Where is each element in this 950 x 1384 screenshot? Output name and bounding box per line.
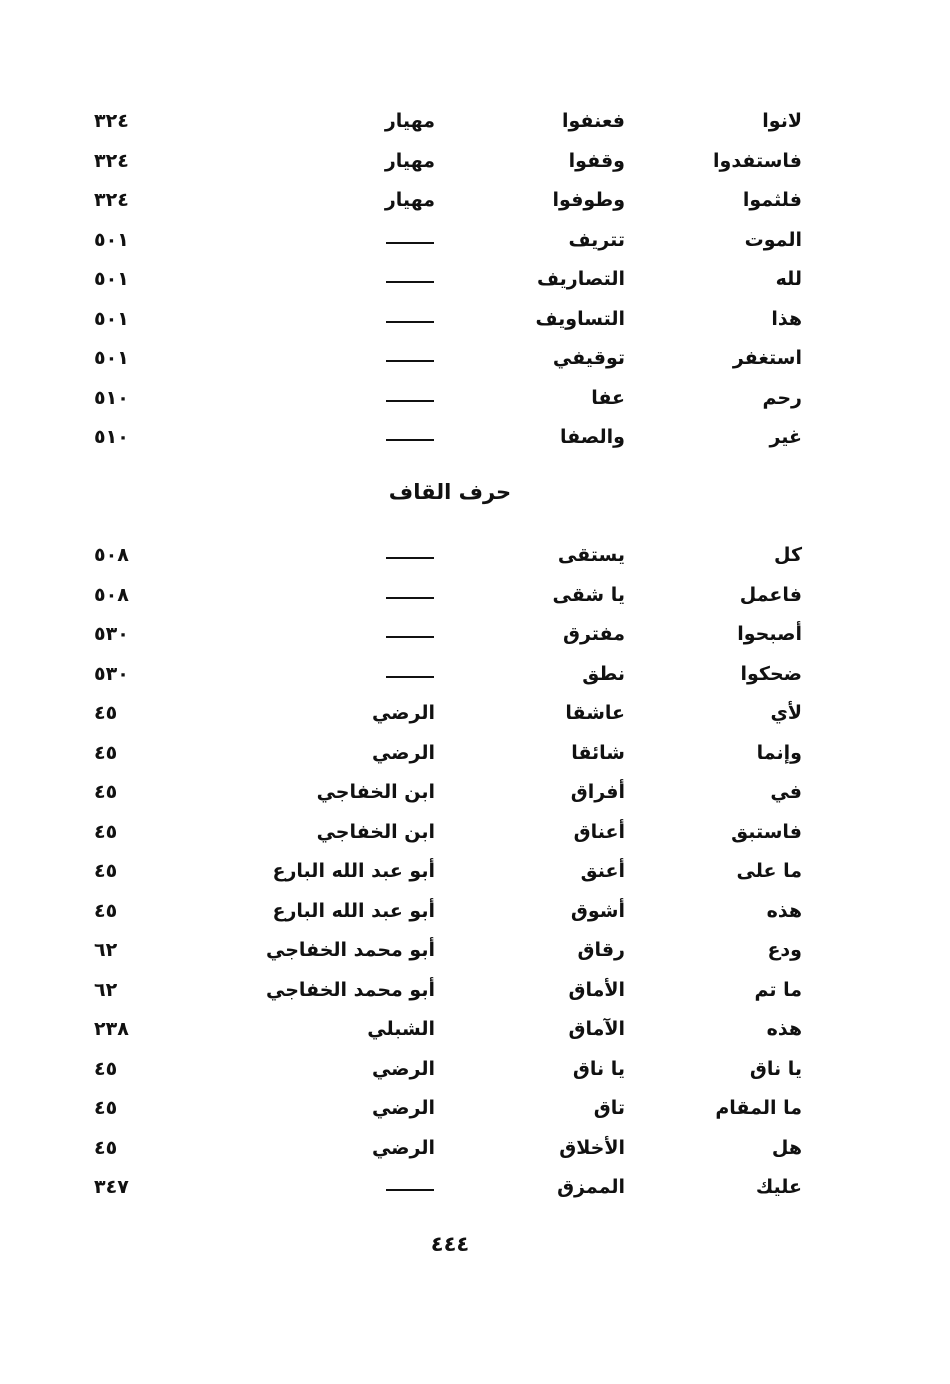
rhyme-word: يستقى [557,544,625,566]
poet-name: أبو محمد الخفاجي [265,939,435,961]
rhyme-word: الأخلاق [559,1136,625,1159]
index-row [0,378,950,418]
index-row [0,851,950,891]
page-reference: ٤٥ [94,781,118,803]
poet-name: الرضي [371,1136,435,1159]
verse-first-word: ما المقام [715,1097,802,1119]
index-row [0,1049,950,1089]
section-heading-qaf: حرف القاف [388,480,512,504]
no-poet-dash [386,242,434,244]
poet-name: مهيار [384,110,435,132]
poet-name: الرضي [371,702,435,724]
verse-first-word: لانوا [762,110,802,132]
rhyme-word: يا شقى [552,583,625,606]
poet-name: الرضي [371,741,435,764]
rhyme-word: توقيفي [552,347,625,369]
poet-name: أبو عبد الله البارع [272,860,435,882]
verse-first-word: لأي [770,702,802,724]
verse-first-word: هذه [766,899,802,922]
index-row [0,693,950,733]
no-poet-dash [386,676,434,678]
page-reference: ٦٢ [94,978,118,1001]
index-row [0,733,950,773]
page-reference: ٥١٠ [94,386,129,409]
rhyme-word: مفترق [562,623,625,645]
index-row [0,535,950,575]
rhyme-word: وقفوا [568,149,625,172]
page-reference: ٥٣٠ [94,623,129,645]
rhyme-word: تاق [593,1097,625,1119]
poet-name: مهيار [384,189,435,211]
verse-first-word: هل [771,1136,802,1159]
verse-first-word: فاستفدوا [713,149,802,172]
index-row [0,930,950,970]
page-reference: ٥٠١ [94,307,129,330]
no-poet-dash [386,557,434,559]
index-row [0,338,950,378]
poet-name: الرضي [371,1057,435,1080]
no-poet-dash [386,360,434,362]
verse-first-word: هذه [766,1018,802,1040]
page-reference: ٤٥ [94,702,118,724]
rhyme-word: شائقا [571,741,625,764]
rhyme-word: التساويف [535,307,625,330]
page-reference: ٣٢٤ [94,110,129,132]
verse-first-word: كل [773,544,802,566]
verse-first-word: غير [769,426,802,448]
rhyme-word: أعنق [580,860,625,882]
index-row [0,812,950,852]
index-row [0,1167,950,1207]
index-row [0,654,950,694]
verse-first-word: هذا [771,307,802,330]
verse-first-word: أصبحوا [737,623,802,645]
page-reference: ٤٥ [94,1057,118,1080]
rhyme-word: التصاريف [537,268,625,290]
index-row [0,1009,950,1049]
page-number: ٤٤٤ [430,1232,470,1256]
poet-name: أبو عبد الله البارع [272,899,435,922]
index-row [0,772,950,812]
rhyme-word: يا ناق [572,1057,625,1080]
index-row [0,299,950,339]
page-reference: ٤٥ [94,860,118,882]
page-reference: ٣٢٤ [94,189,129,211]
poet-name: الشبلي [367,1018,435,1040]
verse-first-word: استغفر [732,347,802,369]
index-row [0,220,950,260]
poet-name: ابن الخفاجي [316,781,435,803]
rhyme-word: عاشقا [565,702,625,724]
page-reference: ٥١٠ [94,426,129,448]
page-reference: ٥٠٨ [94,544,129,566]
verse-first-word: يا ناق [749,1057,802,1080]
poet-name: الرضي [371,1097,435,1119]
index-row [0,614,950,654]
rhyme-word: وطوفوا [552,189,625,211]
rhyme-word: نطق [582,662,625,685]
verse-first-word: ضحكوا [740,662,802,685]
page-reference: ٥٣٠ [94,662,129,685]
page-reference: ٣٢٤ [94,149,129,172]
rhyme-word: الآماق [568,1018,625,1040]
verse-first-word: ما على [736,860,802,882]
verse-first-word: عليك [755,1176,802,1198]
rhyme-word: عفا [591,386,625,409]
index-row [0,417,950,457]
rhyme-word: فعنفوا [561,110,625,132]
no-poet-dash [386,439,434,441]
verse-first-word: فلثموا [742,189,802,211]
page-reference: ٣٤٧ [94,1176,129,1198]
no-poet-dash [386,636,434,638]
verse-first-word: فاستبق [731,820,802,843]
index-row [0,970,950,1010]
rhyme-word: تتريف [568,228,625,251]
page-reference: ٦٢ [94,939,118,961]
no-poet-dash [386,400,434,402]
poet-name: مهيار [384,149,435,172]
index-row [0,180,950,220]
index-row [0,575,950,615]
rhyme-word: الممزق [557,1176,625,1198]
no-poet-dash [386,321,434,323]
index-row [0,101,950,141]
rhyme-word: الأماق [568,978,625,1001]
poet-name: أبو محمد الخفاجي [265,978,435,1001]
verse-first-word: ودع [767,939,802,961]
no-poet-dash [386,597,434,599]
page-reference: ٤٥ [94,820,118,843]
verse-first-word: لله [775,268,802,290]
page-reference: ٥٠١ [94,347,129,369]
index-row [0,141,950,181]
index-row [0,259,950,299]
no-poet-dash [386,281,434,283]
page-reference: ٤٥ [94,1097,118,1119]
page-reference: ٥٠١ [94,228,129,251]
index-row [0,1088,950,1128]
page-reference: ٤٥ [94,1136,118,1159]
rhyme-word: أفراق [570,781,625,803]
verse-first-word: رحم [762,386,802,409]
index-row [0,891,950,931]
rhyme-word: أشوق [570,899,625,922]
page-reference: ٥٠١ [94,268,129,290]
no-poet-dash [386,1189,434,1191]
page-reference: ٢٣٨ [94,1018,129,1040]
verse-first-word: الموت [744,228,802,251]
page-reference: ٤٥ [94,899,118,922]
page-reference: ٥٠٨ [94,583,129,606]
page-reference: ٤٥ [94,741,118,764]
rhyme-word: والصفا [560,426,625,448]
verse-first-word: فاعمل [739,583,802,606]
verse-first-word: وإنما [756,741,802,764]
verse-first-word: في [770,781,802,803]
verse-first-word: ما تم [754,978,802,1001]
poet-name: ابن الخفاجي [316,820,435,843]
index-row [0,1128,950,1168]
rhyme-word: رقاق [577,939,625,961]
rhyme-word: أعناق [573,820,625,843]
